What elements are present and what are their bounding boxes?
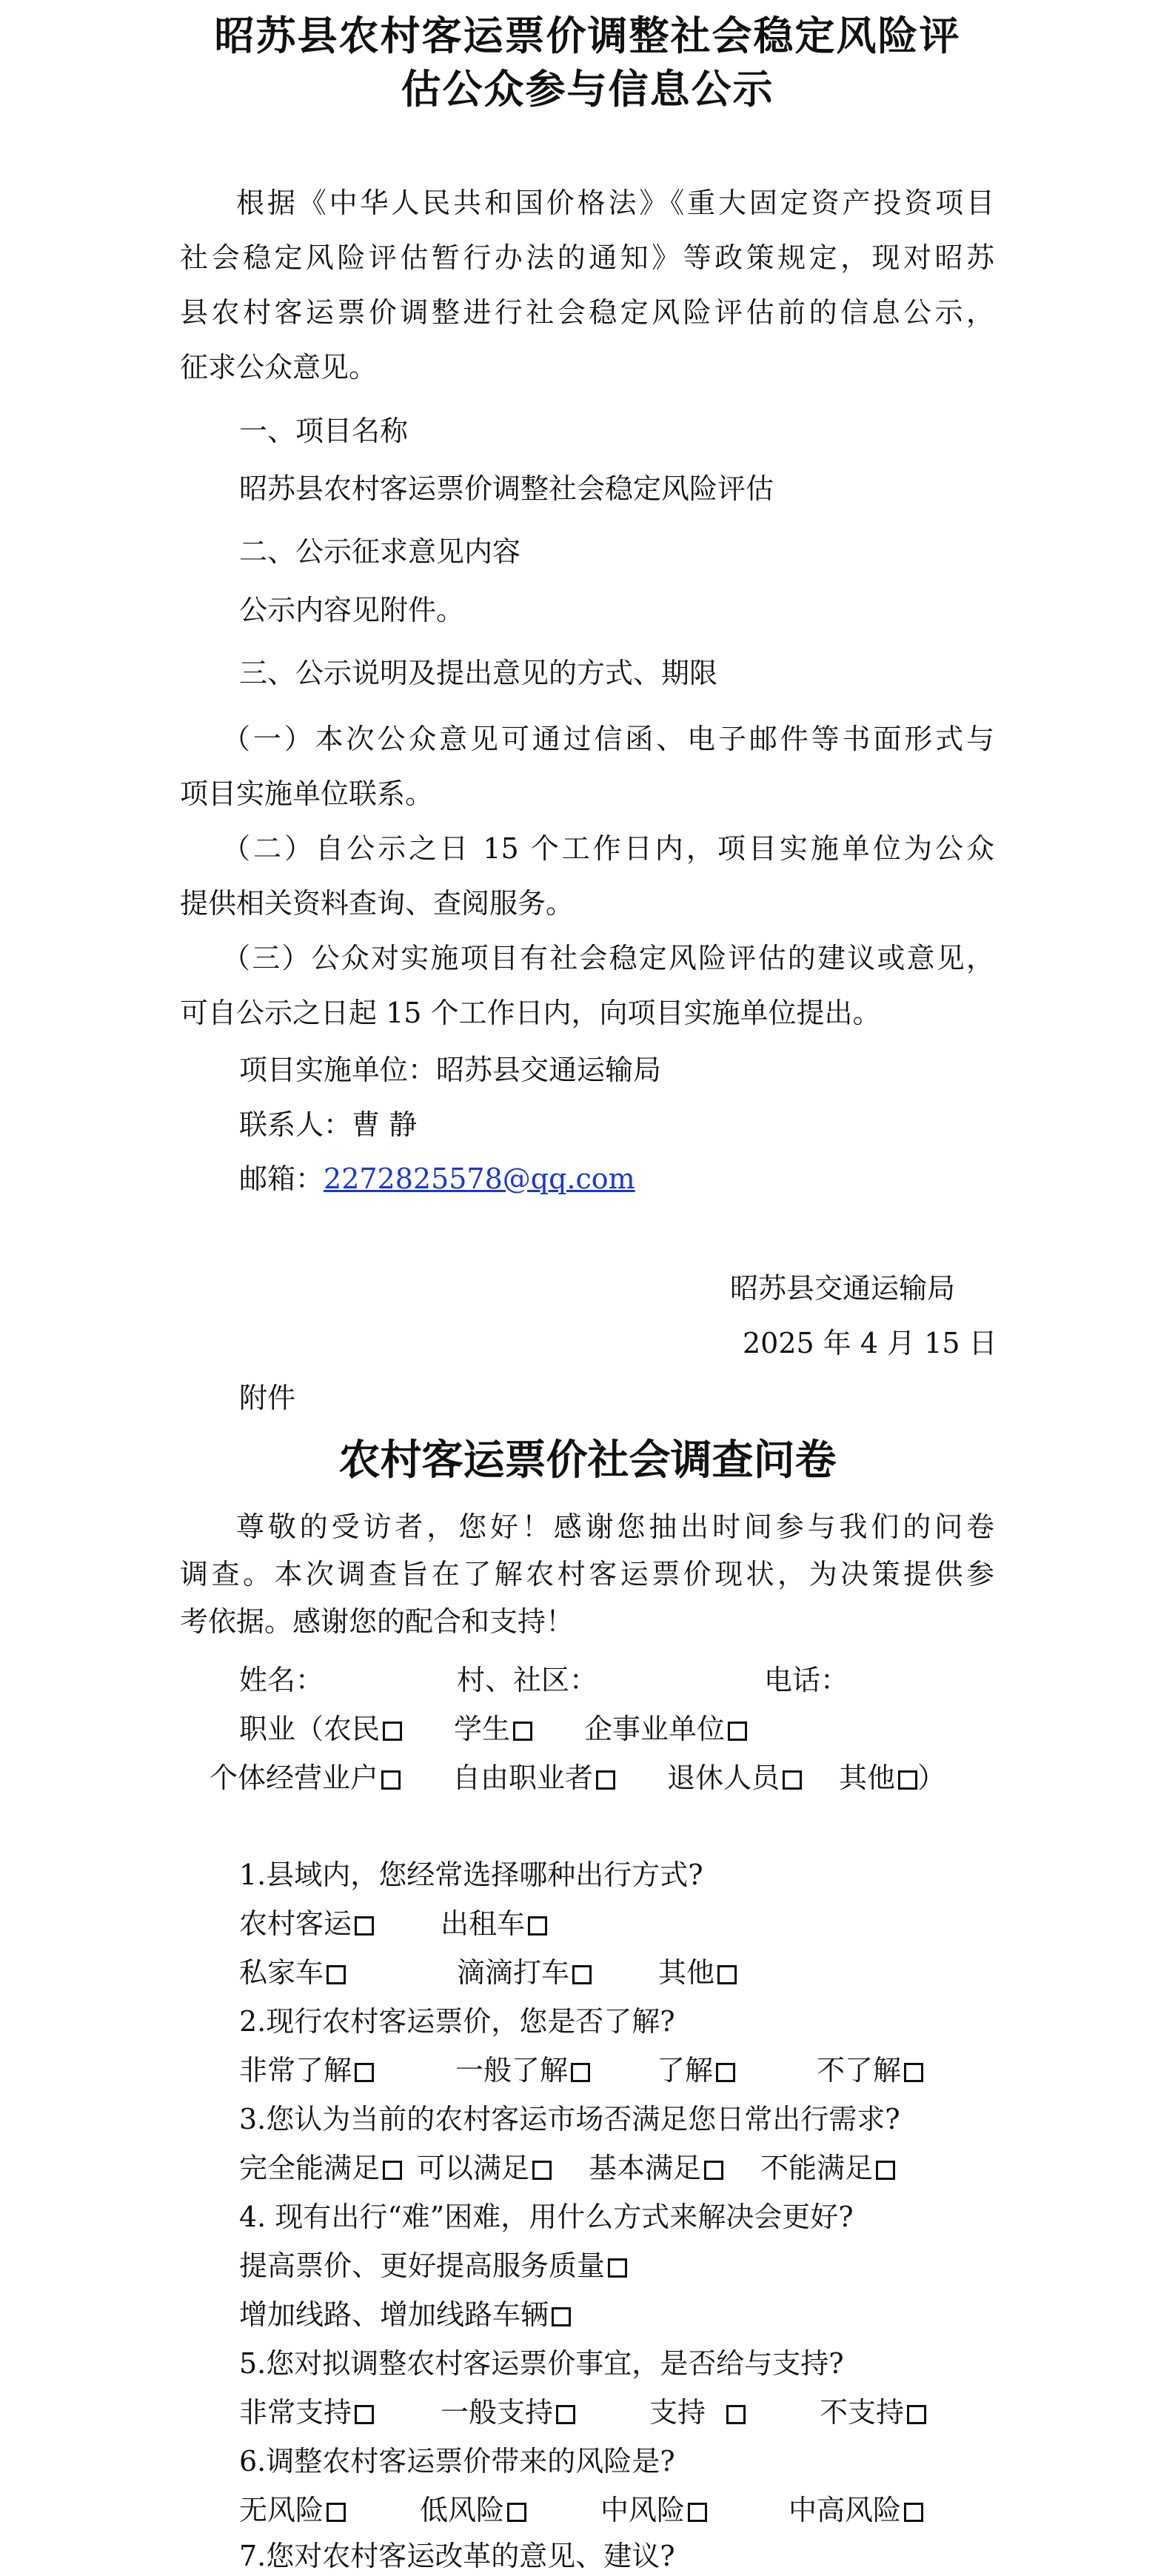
email-link[interactable]: 2272825578@qq.com bbox=[324, 1162, 635, 1195]
q1-option-private-car: 私家车 bbox=[239, 1956, 324, 1989]
q6-option-medium: 中风险 bbox=[600, 2494, 686, 2526]
occupation-self-employed-checkbox[interactable] bbox=[381, 1770, 401, 1790]
section-3-item-1-line-1: （一）本次公众意见可通过信函、电子邮件等书面形式与 bbox=[222, 723, 994, 755]
question-1: 1.县域内，您经常选择哪种出行方式? bbox=[239, 1859, 703, 1891]
occupation-suffix: ） bbox=[917, 1762, 946, 1794]
section-1-body: 昭苏县农村客运票价调整社会稳定风险评估 bbox=[239, 472, 774, 505]
q1-option-rural-bus: 农村客运 bbox=[239, 1907, 352, 1940]
occupation-row-2 bbox=[210, 1762, 945, 1794]
email-label: 邮箱： bbox=[239, 1162, 324, 1195]
question-4-option-2 bbox=[239, 2298, 571, 2331]
notice-title-line-1: 昭苏县农村客运票价调整社会稳定风险评 bbox=[214, 12, 961, 59]
question-6: 6.调整农村客运票价带来的风险是? bbox=[239, 2445, 675, 2478]
occupation-retired-checkbox[interactable] bbox=[783, 1770, 802, 1790]
survey-intro-line-1: 尊敬的受访者，您好！感谢您抽出时间参与我们的问卷 bbox=[236, 1511, 994, 1543]
question-7: 7.您对农村客运改革的意见、建议? bbox=[239, 2540, 675, 2572]
notice-title-line-2: 估公众参与信息公示 bbox=[401, 65, 774, 113]
attachment-label: 附件 bbox=[239, 1382, 296, 1414]
occupation-retired: 退休人员 bbox=[667, 1762, 780, 1794]
q2-somewhat-checkbox[interactable] bbox=[571, 2063, 590, 2082]
section-3-item-2-line-2: 提供相关资料查询、查阅服务。 bbox=[180, 887, 575, 920]
question-1-options-row-1 bbox=[239, 1907, 547, 1940]
question-5: 5.您对拟调整农村客运票价事宜，是否给与支持? bbox=[239, 2347, 844, 2380]
section-1-heading: 一、项目名称 bbox=[239, 415, 409, 447]
q2-know-checkbox[interactable] bbox=[716, 2063, 735, 2082]
section-3-item-1-line-2: 项目实施单位联系。 bbox=[180, 777, 434, 810]
question-2: 2.现行农村客运票价，您是否了解? bbox=[239, 2005, 675, 2038]
q1-option-didi: 滴滴打车 bbox=[457, 1956, 570, 1989]
q1-option-other: 其他 bbox=[658, 1956, 715, 1989]
survey-intro-line-2: 调查。本次调查旨在了解农村客运票价现状，为决策提供参 bbox=[180, 1558, 994, 1590]
q3-option-can: 可以满足 bbox=[417, 2152, 530, 2184]
q6-none-checkbox[interactable] bbox=[327, 2503, 346, 2522]
q4-option-raise-price: 提高票价、更好提高服务质量 bbox=[239, 2249, 606, 2282]
q4-raise-price-checkbox[interactable] bbox=[608, 2258, 627, 2278]
phone-label: 电话： bbox=[764, 1664, 849, 1696]
q5-option-not: 不支持 bbox=[820, 2396, 905, 2429]
q2-not-checkbox[interactable] bbox=[904, 2063, 923, 2082]
occupation-freelancer-checkbox[interactable] bbox=[596, 1770, 615, 1790]
name-label: 姓名： bbox=[239, 1664, 324, 1696]
q3-option-cannot: 不能满足 bbox=[760, 2152, 874, 2184]
q6-medium-high-checkbox[interactable] bbox=[904, 2503, 923, 2522]
section-2-body: 公示内容见附件。 bbox=[239, 594, 465, 626]
question-3: 3.您认为当前的农村客运市场否满足您日常出行需求? bbox=[239, 2103, 900, 2135]
survey-intro-line-3: 考依据。感谢您的配合和支持！ bbox=[180, 1605, 575, 1638]
question-4-option-1 bbox=[239, 2249, 627, 2282]
q6-low-checkbox[interactable] bbox=[507, 2503, 526, 2522]
occupation-student: 学生 bbox=[454, 1713, 511, 1745]
q6-medium-checkbox[interactable] bbox=[688, 2503, 707, 2522]
occupation-self-employed: 个体经营业户 bbox=[210, 1762, 379, 1794]
q2-option-not: 不了解 bbox=[817, 2054, 902, 2087]
q6-option-medium-high: 中高风险 bbox=[789, 2494, 902, 2526]
email-row bbox=[239, 1162, 635, 1195]
q4-option-add-routes: 增加线路、增加线路车辆 bbox=[239, 2298, 549, 2331]
contact-person: 联系人：曹 静 bbox=[239, 1108, 418, 1141]
section-3-item-3-line-1: （三）公众对实施项目有社会稳定风险评估的建议或意见， bbox=[222, 942, 994, 974]
question-4: 4. 现有出行“难”困难，用什么方式来解决会更好? bbox=[239, 2201, 854, 2233]
q5-moderately-checkbox[interactable] bbox=[556, 2405, 575, 2424]
q2-very-checkbox[interactable] bbox=[355, 2063, 374, 2082]
q1-taxi-checkbox[interactable] bbox=[528, 1916, 547, 1936]
occupation-farmer-checkbox[interactable] bbox=[383, 1722, 402, 1741]
q1-private-car-checkbox[interactable] bbox=[327, 1965, 346, 1984]
section-3-heading: 三、公示说明及提出意见的方式、期限 bbox=[239, 657, 718, 689]
q3-can-checkbox[interactable] bbox=[532, 2161, 552, 2180]
intro-line-1: 根据《中华人民共和国价格法》《重大固定资产投资项目 bbox=[236, 187, 994, 219]
q5-option-moderately: 一般支持 bbox=[441, 2396, 554, 2429]
q1-rural-bus-checkbox[interactable] bbox=[355, 1916, 374, 1936]
q1-option-taxi: 出租车 bbox=[441, 1907, 526, 1940]
occupation-freelancer: 自由职业者 bbox=[452, 1762, 594, 1794]
question-1-options-row-2 bbox=[239, 1956, 737, 1989]
q2-option-very: 非常了解 bbox=[239, 2054, 352, 2087]
occupation-enterprise-checkbox[interactable] bbox=[728, 1722, 747, 1741]
q3-cannot-checkbox[interactable] bbox=[876, 2161, 895, 2180]
occupation-student-checkbox[interactable] bbox=[513, 1722, 532, 1741]
section-3-item-3-line-2: 可自公示之日起 15 个工作日内，向项目实施单位提出。 bbox=[180, 997, 881, 1029]
intro-line-2: 社会稳定风险评估暂行办法的通知》等政策规定，现对昭苏 bbox=[180, 241, 994, 274]
q5-option-strongly: 非常支持 bbox=[239, 2396, 352, 2429]
q2-option-know: 了解 bbox=[657, 2054, 714, 2087]
q1-didi-checkbox[interactable] bbox=[572, 1965, 592, 1984]
q5-not-checkbox[interactable] bbox=[907, 2405, 926, 2424]
q3-option-basic: 基本满足 bbox=[589, 2152, 702, 2184]
q3-fully-checkbox[interactable] bbox=[383, 2161, 402, 2180]
signature-organization: 昭苏县交通运输局 bbox=[730, 1272, 956, 1305]
occupation-prefix: 职业（ bbox=[239, 1713, 324, 1745]
signature-date: 2025 年 4 月 15 日 bbox=[743, 1327, 997, 1359]
intro-line-4: 征求公众意见。 bbox=[180, 351, 378, 384]
q3-option-fully: 完全能满足 bbox=[239, 2152, 381, 2184]
village-label: 村、社区： bbox=[457, 1664, 598, 1696]
occupation-other: 其他 bbox=[839, 1762, 896, 1794]
intro-line-3: 县农村客运票价调整进行社会稳定风险评估前的信息公示， bbox=[180, 296, 994, 329]
respondent-info-row bbox=[239, 1664, 848, 1696]
question-3-options bbox=[239, 2152, 895, 2184]
section-3-item-2-line-1: （二）自公示之日 15 个工作日内，项目实施单位为公众 bbox=[222, 832, 994, 865]
q1-other-checkbox[interactable] bbox=[717, 1965, 737, 1984]
question-6-options bbox=[239, 2494, 923, 2526]
occupation-row-1 bbox=[239, 1713, 747, 1745]
q5-support-checkbox[interactable] bbox=[726, 2405, 746, 2424]
q3-basic-checkbox[interactable] bbox=[704, 2161, 723, 2180]
q6-option-none: 无风险 bbox=[239, 2494, 324, 2526]
q5-strongly-checkbox[interactable] bbox=[355, 2405, 374, 2424]
survey-title: 农村客运票价社会调查问卷 bbox=[338, 1436, 837, 1485]
q6-option-low: 低风险 bbox=[420, 2494, 505, 2526]
occupation-farmer: 农民 bbox=[324, 1713, 381, 1745]
question-2-options bbox=[239, 2054, 923, 2087]
q5-option-support: 支持 bbox=[649, 2396, 706, 2429]
question-5-options bbox=[239, 2396, 926, 2429]
section-2-heading: 二、公示征求意见内容 bbox=[239, 535, 521, 568]
occupation-enterprise: 企事业单位 bbox=[584, 1713, 726, 1745]
q4-add-routes-checkbox[interactable] bbox=[552, 2307, 571, 2326]
q2-option-somewhat: 一般了解 bbox=[455, 2054, 569, 2087]
implementing-unit: 项目实施单位：昭苏县交通运输局 bbox=[239, 1054, 662, 1086]
occupation-other-checkbox[interactable] bbox=[898, 1770, 917, 1790]
